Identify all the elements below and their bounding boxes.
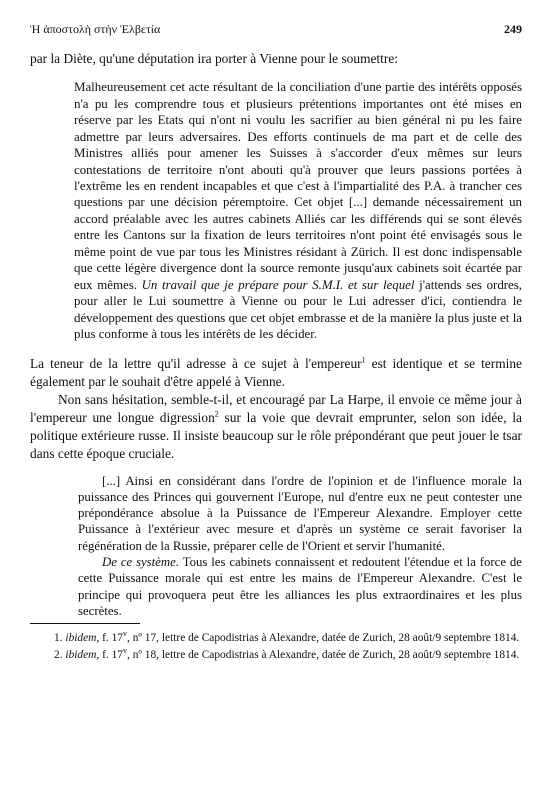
book-page — [30, 22, 522, 663]
quote1-italic: Un travail que je prépare pour S.M.I. et sur lequel — [141, 277, 415, 292]
footnote-separator — [30, 623, 140, 624]
quote2-rest: Tous les cabinets connaissent et redoutent l'étendue et la force de cette Puissance morale qui est entre les mains de l'Empereur Alexandre. C'est le principe qui provoquera peut être les alliances les plus extraordinaires et les plus secrètes. — [78, 555, 522, 618]
footnote-1-folio: , f. 17 — [96, 632, 123, 645]
footnote-1-ibidem: ibidem — [65, 632, 97, 645]
page-number: 249 — [504, 22, 522, 36]
body-paragraph-1 — [30, 355, 522, 391]
footnote-2-text: , nº 18, lettre de Capodistrias à Alexandre, datée de Zurich, 28 août/9 septembre 1814. — [127, 648, 520, 661]
quote2-paragraph-1: [...] Ainsi en considérant dans l'ordre de l'opinion et de l'influence morale la puissance des Princes qui gouvernent l'Europe, nul d'entre eux ne peut contester une prépondérance absolue à la Puissance de l'Empereur Alexandre. Employer cette Puissance à l'extérieur avec mesure et d'après un système ce serait favoriser la régénération de la Russie, préparer celle de l'Orient et servir l'humanité. — [78, 473, 522, 553]
running-title: Ἡ ἀποστολὴ στὴν Ἑλβετία — [30, 22, 161, 36]
footnote-2-number: 2. — [54, 648, 63, 661]
footnote-2 — [30, 647, 522, 663]
block-quote-1 — [74, 79, 522, 342]
quote2-italic: De ce système. — [102, 555, 180, 570]
footnote-1-text: , nº 17, lettre de Capodistrias à Alexandre, datée de Zurich, 28 août/9 septembre 1814. — [127, 632, 520, 645]
quote1-part2: j'attends ses ordres, pour aller le Lui soumettre à Vienne ou pour le Lui adresser d'ici, contiendra le développement des questions que cet objet embrasse et de la manière la plus juste et la plus conforme à tous les intérêts de les décider. — [74, 277, 523, 342]
para2-text-after: sur la voie que devrait emprunter, selon son idée, la politique extérieure russe. Il insiste beaucoup sur le rôle prépondérant que peut jouer le tsar dans cette époque cruciale. — [30, 409, 522, 461]
quote2-paragraph-2 — [78, 554, 522, 619]
quote1-part1: Malheureusement cet acte résultant de la conciliation d'une partie des intérêts opposés n'a pu les comprendre tous et plusieurs prétentions importantes ont été mises en réserve par les Etats qui n'ont ni voulu les sacrifier au bien général ni pu les faire admettre par leurs adversaires. Des efforts continuels de ma part et de celle des Ministres alliés pour amener les Suisses à s'accorder d'eux mêmes sur leurs contestations de territoire n'ont abouti qu'à prouver que leurs passions portées à l'extrême les en rendent incapables et que c'est à l'impartialité des P.A. à trancher ces questions par une décision péremptoire. Cet objet [...] demande nécessairement un accord préalable avec les autres cabinets Alliés car les différends qui se sont élevés entre les Cantons sur la fixation de leurs territoires n'ont point été envisagés sous le même point de vue par tous les Ministres résidant à Zürich. Il est donc indispensable que cette légère divergence dont la source remonte jusqu'aux cabinets soit écartée par eux mêmes. — [74, 80, 522, 292]
footnote-ref-1[interactable]: 1 — [361, 355, 366, 365]
para1-text-before: La teneur de la lettre qu'il adresse à ce sujet à l'empereur — [30, 355, 362, 371]
body-paragraph-2 — [30, 391, 522, 463]
footnote-2-folio-sup: v — [123, 645, 127, 655]
footnote-2-folio: , f. 17 — [96, 648, 123, 661]
footnote-1-folio-sup: v — [123, 629, 127, 639]
block-quote-1-text — [74, 79, 522, 342]
footnote-ref-2[interactable]: 2 — [214, 409, 219, 419]
footnote-1-number: 1. — [54, 632, 63, 645]
page-header — [30, 22, 522, 36]
footnote-2-ibidem: ibidem — [65, 648, 97, 661]
block-quote-2 — [78, 473, 522, 620]
lead-paragraph: par la Diète, qu'une députation ira porter à Vienne pour le soumettre: — [30, 51, 398, 66]
para2-text-before: Non sans hésitation, semble-t-il, et encouragé par La Harpe, il envoie ce même jour à l'empereur une longue digression — [30, 391, 522, 425]
para1-text-after: est identique et se termine également par le souhait d'être appelé à Vienne. — [30, 355, 522, 389]
footnote-1 — [30, 630, 522, 646]
footnotes — [30, 630, 522, 663]
